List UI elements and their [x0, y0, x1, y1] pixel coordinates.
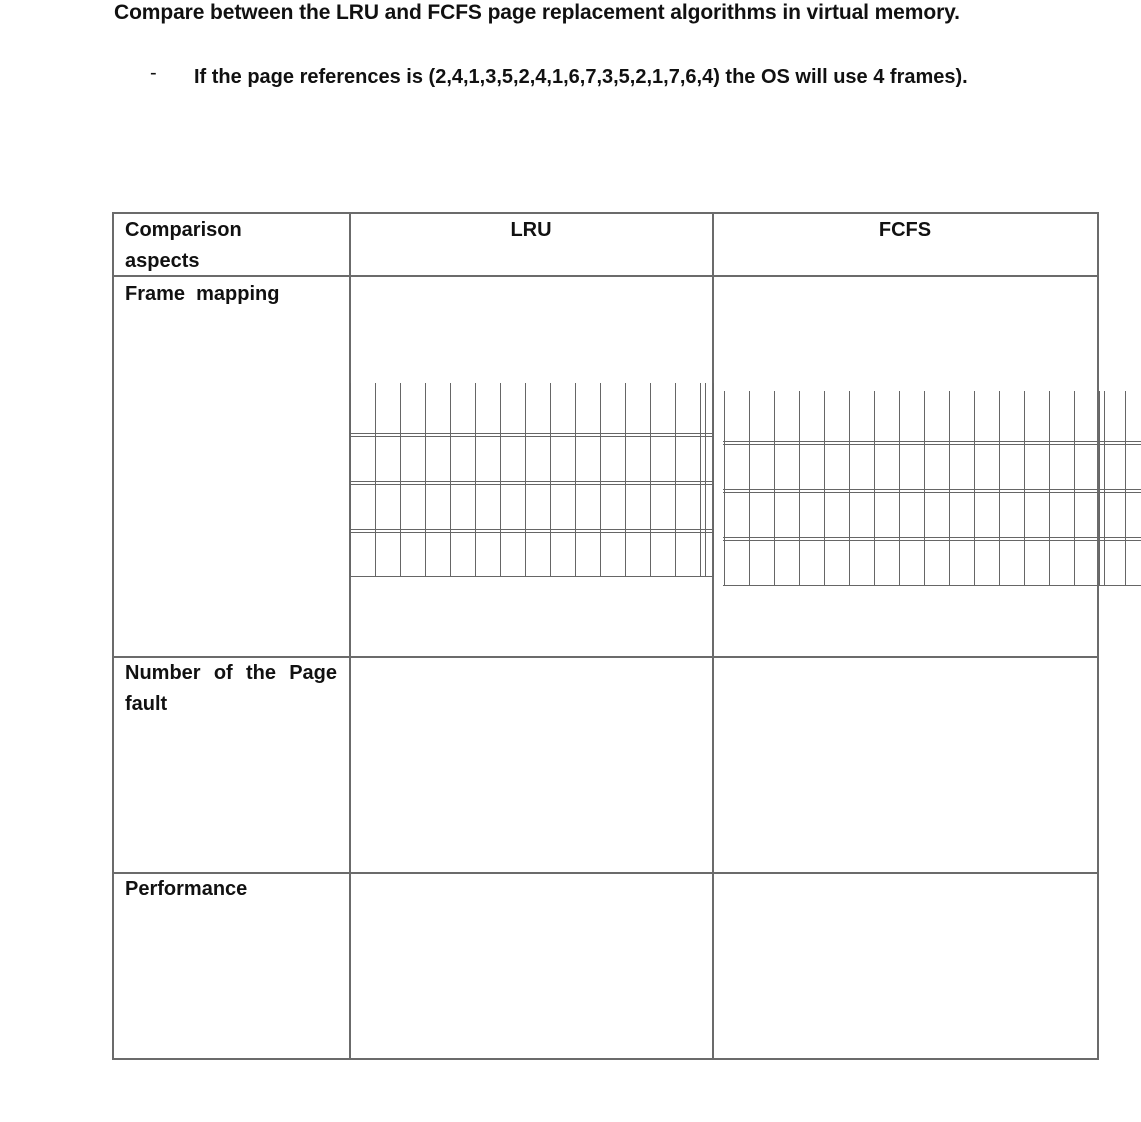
- table-border-top: [112, 212, 1099, 214]
- table-border-bottom: [112, 1058, 1099, 1060]
- header-lru: LRU: [510, 219, 552, 241]
- header-fcfs: FCFS: [878, 219, 932, 241]
- header-comparison-aspects: Comparison aspects: [125, 219, 242, 272]
- question-text: If the page references is (2,4,1,3,5,2,4,1,6,7,3,5,2,1,7,6,4) the OS will use 4 frames).: [194, 66, 968, 88]
- bullet-dash: -: [150, 62, 157, 84]
- table-border-left: [112, 212, 114, 1060]
- row-label-performance: Performance: [125, 878, 248, 900]
- question-title: Compare between the LRU and FCFS page replacement algorithms in virtual memory.: [114, 1, 960, 24]
- lru-frame-grid: [348, 383, 716, 581]
- table-row-divider: [112, 872, 1099, 874]
- row-label-page-fault: Number of the Page fault: [125, 662, 337, 715]
- table-border-right: [1097, 212, 1099, 1060]
- table-col-divider: [349, 212, 351, 1060]
- fcfs-frame-grid: [721, 391, 1141, 589]
- table-col-divider: [712, 212, 714, 1060]
- row-label-frame-mapping: Frame mapping: [125, 283, 280, 305]
